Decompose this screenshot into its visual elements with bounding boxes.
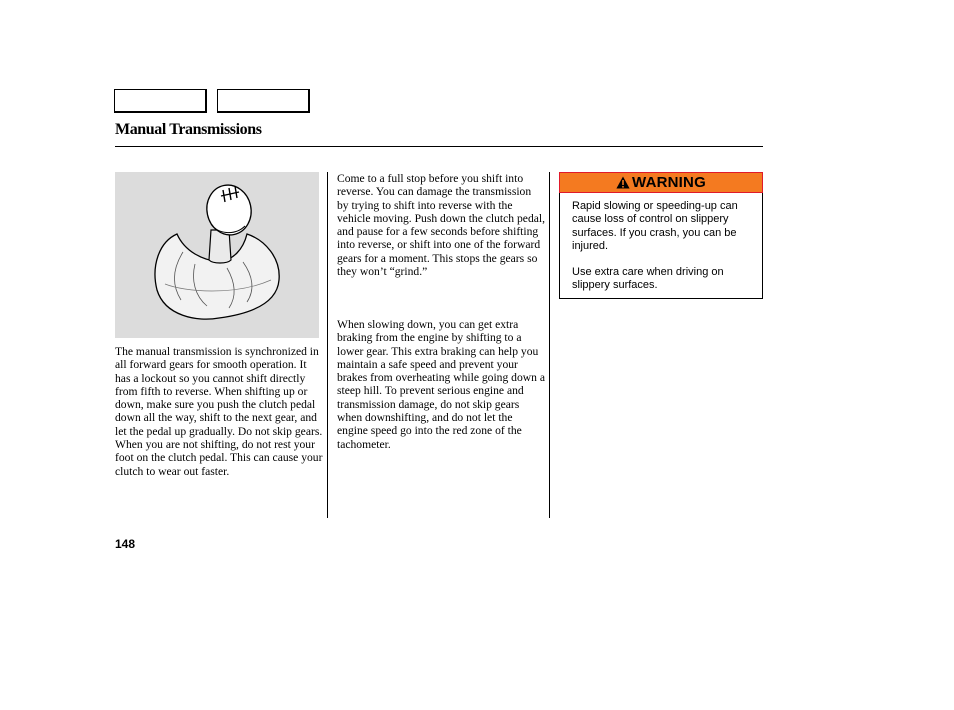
column-divider (549, 172, 550, 518)
downshift-paragraph: When slowing down, you can get extra braking from the engine by shifting to a lower gear. This extra braking can help you maintain a safe speed and prevent your brakes from overheating while going down a steep hill. To prevent serious engine and transmission damage, do not skip gears when downshifting, and do not let the engine speed go into the red zone of the tachometer. (337, 318, 545, 451)
page-number: 148 (115, 537, 136, 551)
gear-shift-icon (115, 172, 319, 338)
page-title: Manual Transmissions (115, 121, 262, 138)
warning-triangle-icon (616, 175, 630, 194)
title-rule (115, 146, 763, 147)
warning-text: Rapid slowing or speeding-up can cause loss of control on slippery surfaces. If you crash, you can be injured. (572, 200, 738, 252)
warning-label: WARNING (632, 174, 706, 191)
warning-text: Use extra care when driving on slippery surfaces. (572, 266, 724, 292)
column-divider (327, 172, 328, 518)
nav-button-next[interactable] (217, 89, 310, 113)
warning-header (559, 172, 763, 193)
intro-paragraph: The manual transmission is synchronized in all forward gears for smooth operation. It has a lockout so you cannot shift directly from fifth to reverse. When shifting up or down, make sure you push the clutch pedal down all the way, shift to the next gear, and let the pedal up gradually. Do not skip gears. When you are not shifting, do not rest your foot on the clutch pedal. This can cause your clutch to wear out faster. (115, 345, 323, 478)
warning-box (559, 172, 763, 299)
nav-button-previous[interactable] (114, 89, 207, 113)
gear-shift-figure (115, 172, 319, 338)
reverse-paragraph: Come to a full stop before you shift into reverse. You can damage the transmission by trying to shift into reverse with the vehicle moving. Push down the clutch pedal, and pause for a few seconds before shifting into reverse, or shift into one of the forward gears for a moment. This stops the gears so they won’t “grind.” (337, 172, 546, 279)
